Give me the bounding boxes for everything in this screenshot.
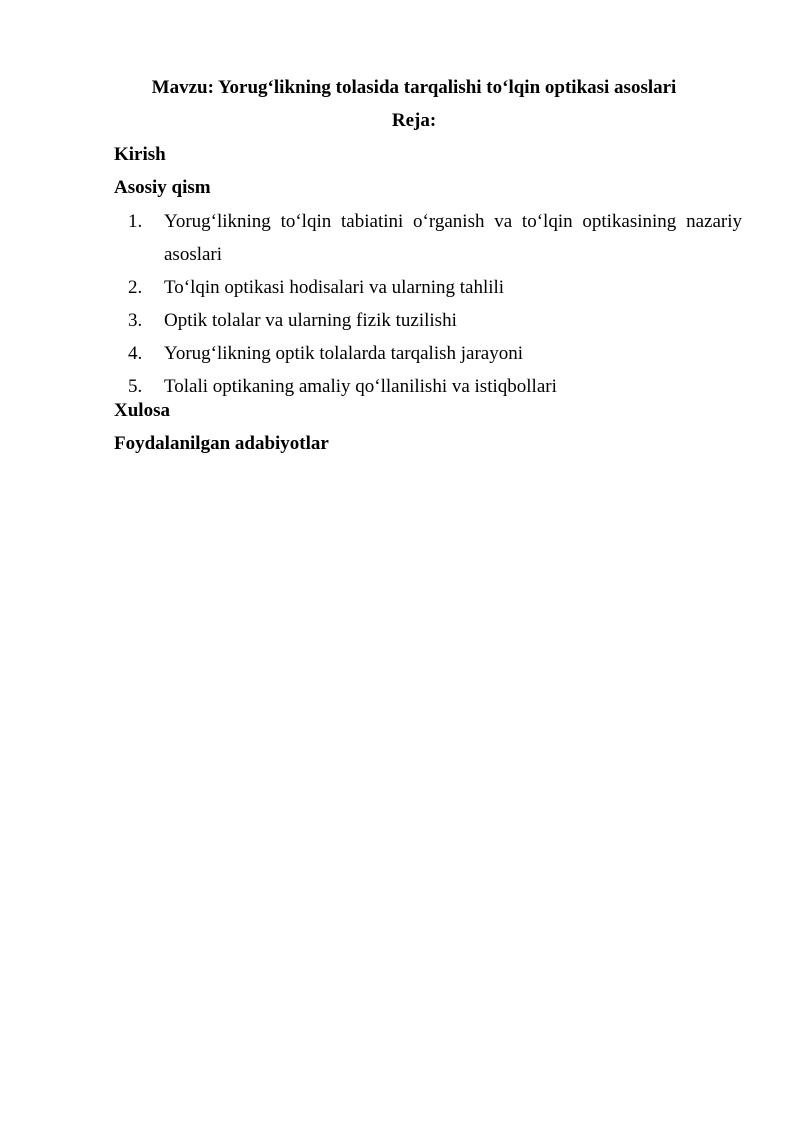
list-item [128,337,742,370]
section-main-part: Asosiy qism [114,177,211,198]
list-item-text: Yorug‘likning optik tolalarda tarqalish jarayoni [164,343,524,364]
list-item-text: To‘lqin optikasi hodisalari va ularning tahlili [164,277,505,298]
list-item-number: 3. [128,310,143,331]
list-item-text: Optik tolalar va ularning fizik tuzilishi [164,310,457,331]
list-item-number: 4. [128,343,143,364]
section-references: Foydalanilgan adabiyotlar [114,433,329,454]
list-item-text: Tolali optikaning amaliy qo‘llanilishi va istiqbollari [164,376,557,397]
list-item [128,205,742,271]
list-item [128,370,742,403]
plan-heading: Reja: [391,110,437,131]
plan-list [128,205,742,403]
list-item [128,304,742,337]
section-intro: Kirish [114,144,166,165]
list-item-number: 5. [128,376,143,397]
list-item-number: 2. [128,277,143,298]
list-item [128,271,742,304]
list-item-text: Yorug‘likning to‘lqin tabiatini o‘rganish va to‘lqin optikasining nazariy asoslari [164,211,742,265]
page-title: Mavzu: Yorug‘likning tolasida tarqalishi to‘lqin optikasi asoslari [151,77,677,98]
list-item-number: 1. [128,211,143,232]
section-conclusion: Xulosa [114,400,170,421]
